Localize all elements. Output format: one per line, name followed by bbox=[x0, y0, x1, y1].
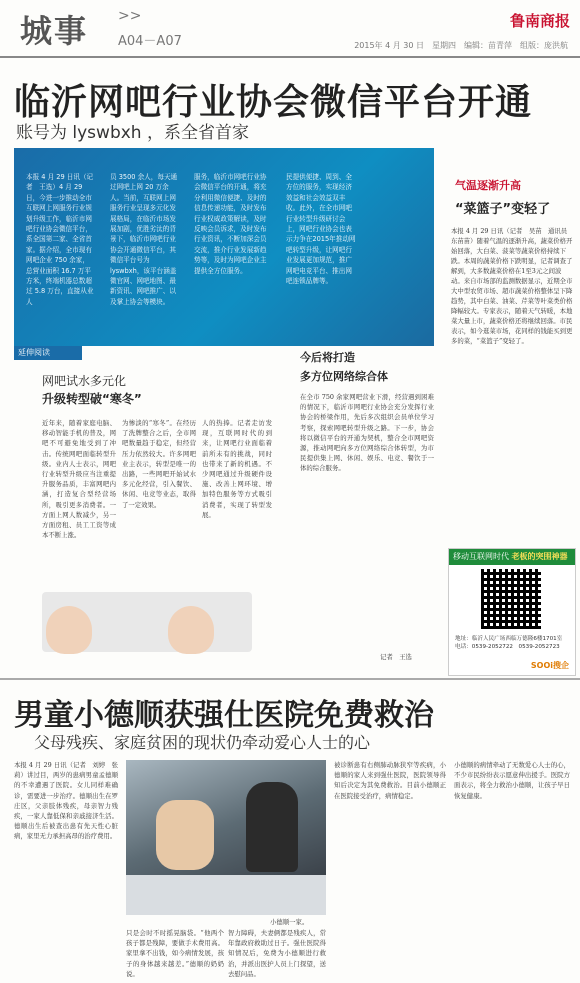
section-divider bbox=[0, 678, 580, 680]
hospital-bed bbox=[126, 875, 326, 915]
story1-col3: 服务，临沂市网吧行业协会微信平台的开通，将充分利用微信便捷、及时的信息传递功能，及时发布行业权威政策解读，及时反映会员诉求，及时发布行业资讯，不断加深会员交流，推介行业发展新趋势等，及时为网吧企业主提供全方位服务。 bbox=[194, 173, 267, 275]
sooi-logo: SOOi搜企 bbox=[530, 661, 569, 670]
qr-ad-bar bbox=[449, 549, 575, 565]
qr-code-icon bbox=[481, 569, 541, 629]
subhead-1: 账号为 lyswbxh ，系全省首家 bbox=[16, 123, 249, 143]
story2-right-title-line1: 今后将打造 bbox=[300, 351, 355, 364]
story1-col4: 民提供便捷、周到、全方位的服务，实现经济效益和社会效益双丰收。此外，在全市网吧行业转型升级研讨会上，网吧行业协会也表示力争在2015年推动网吧转型升级，让网吧行业发展更加规范，推广网吧电竞平台、推出网吧连锁品牌等。 bbox=[286, 173, 356, 286]
story2-col3: 人的热捧。记者走访发现，互联网时代的到来，让网吧行业面临着前所未有的挑战，同时也带来了新的机遇。不少网吧通过升级硬件设施、改善上网环境、增加特色服务等方式吸引消费者，实现了转型发展。 bbox=[202, 419, 272, 519]
child-figure bbox=[156, 800, 214, 870]
story2-col4: 在全市 750 余家网吧营业下滑，经营遇到困难的情况下，临沂市网吧行业协会充分发挥行业协会的桥梁作用，先后多次组织会员单位学习考察，探索网吧转型升级之路。下一步，协会将以微信平台的开通为契机，整合全市网吧资源，推动网吧向多方位网络综合体转型，为市民提供集上网、休闲、娱乐、电竞、餐饮于一体的综合服务。 bbox=[300, 393, 434, 473]
left-hand-icon bbox=[46, 606, 92, 654]
brand-logo: 鲁南商报 bbox=[509, 12, 570, 30]
headline-1: 临沂网吧行业协会微信平台开通 bbox=[14, 82, 533, 123]
section-title: 城事 bbox=[20, 12, 89, 50]
photo-caption: 小德顺一家。 bbox=[270, 918, 309, 926]
story2-right-title-line2: 多方位网络综合体 bbox=[300, 370, 388, 383]
story2-right-title bbox=[300, 348, 388, 386]
story3-col4: 被诊断患有右侧肺动脉狭窄等疾病，小德顺的家人来到强仕医院，医院领导得知后决定为其免费救治。目前小德顺正在医院接受治疗，病情稳定。 bbox=[334, 761, 446, 800]
story2-title-line2: 升级转型破“寒冬” bbox=[42, 392, 142, 406]
side-title: 气温逐渐升高 bbox=[455, 179, 521, 192]
story3-col1: 本报 4 月 29 日讯（记者 刘婷 张莉）讲过目，两岁的患病男童孟德顺的不幸遭遇了医院。女儿同样难确诊，需要进一步治疗。德顺出生在罗庄区，父亲肢体残疾，母亲智力残疾，一家人靠低保和亲戚接济生活。德顺出生后被查出患有先天性心脏病，家里无力承担高昂的治疗费用。 bbox=[14, 761, 118, 841]
story3-col3: 智力障碍，夫妻俩都是残疾人，常年靠政府救助过日子。强仕医院得知情况后，免费为小德顺进行救治，并派出医护人员上门探望，送去慰问品。 bbox=[228, 929, 326, 978]
man-figure bbox=[246, 782, 298, 872]
story2-title bbox=[42, 372, 142, 408]
qr-ad-address: 地址：临沂人民广场西临万德隆6楼1701室 电话：0539-2052722 0539-2052723 bbox=[455, 636, 568, 650]
date-editor-line: 2015年 4 月 30 日 星期四 编辑：苗青萍 组版：庞洪航 bbox=[354, 41, 568, 50]
story1-col2: 员 3500 余人，每天通过网吧上网 20 万余人。当前，互联网上网服务行业呈现多元化发展格局，在临沂市场发展加剧，优胜劣汰的背景下，临沂市网吧行业协会开通微信平台，其微信平台号为 lyswbxh，该平台涵盖微官网、网吧地图、最新资讯、网吧推广、以及掌上协会等模块。 bbox=[110, 173, 178, 306]
story2-byline: 记者 王选 bbox=[380, 653, 412, 661]
family-photo bbox=[126, 760, 326, 915]
story1-col1: 本报 4 月 29 日讯（记者 王选）4 月 29 日，今进一步推动全市互联网上网服务行业规划升级工作，临沂市网吧行业协会微信平台，系全国第二家、全省首家。据介绍，全市现有网吧企业 750 余家，总营业面积 16.7 万平方米，终端机器总数超过 5.8 万台，直接从业人 bbox=[26, 173, 94, 306]
side-body: 本报 4 月 29 日讯（记者 吴苗 通讯员 东苗苗）随着气温的逐渐升高，蔬菜价格开始回落，大白菜、菠菜等蔬菜价格持续下跌。本周的蔬菜价格下跌明显，记者调查了解到，大多数蔬菜价格在1至3元之间波动。来自市场部的监测数据显示，近期全市大中型农贸市场、超市蔬菜价格整体呈下降趋势，其中白菜、油菜、芹菜等叶菜类价格降幅较大。专家表示，随着天气转暖，本地菜大量上市，蔬菜价格还将继续回落。市民表示，如今逛菜市场，花同样的钱能买到更多的菜，“菜篮子”变轻了。 bbox=[451, 227, 574, 345]
subhead-2: 父母残疾、家庭贫困的现状仍牵动爱心人士的心 bbox=[34, 733, 371, 752]
story2-col1: 近年来，随着家庭电脑、移动智能手机的普及，网吧不可避免地受到了冲击。传统网吧面临转型升级。业内人士表示，网吧行业转型升级应当注重提升服务品质，丰富网吧内涵，打造复合型经营场所，吸引更多消费者。一方面上网人数减少，另一方面房租、员工工资等成本不断上涨。 bbox=[42, 419, 116, 540]
page-range: A04－A07 bbox=[118, 34, 182, 49]
qr-ad-highlight: 老板的突围神器 bbox=[511, 552, 568, 561]
headline-2: 男童小德顺获强仕医院免费救治 bbox=[14, 698, 434, 733]
page-header bbox=[0, 0, 580, 58]
story2-title-line1: 网吧试水多元化 bbox=[42, 374, 127, 388]
wechat-infographic bbox=[14, 148, 434, 346]
story2-col2: 为惨淡的“寒冬”。在经历了洗牌整合之后，全市网吧数量趋于稳定，但经营压力依然较大。许多网吧业主表示，转型是唯一的出路，一些网吧开始试水多元化经营，引入餐饮、休闲、电竞等业态，取得了一定效果。 bbox=[122, 419, 196, 509]
story3-col2: 只是会时不时摇晃脑袋。“他两个孩子都是残障，要做手术费用高。家里拿不出钱，如今病情发展，孩子的身体越来越差。”德顺的奶奶说。 bbox=[126, 929, 224, 978]
side-title2: “菜篮子”变轻了 bbox=[455, 202, 551, 217]
right-hand-icon bbox=[168, 606, 214, 654]
story3-col5: 小德顺的病情牵动了无数爱心人士的心，不少市民纷纷表示愿意伸出援手。医院方面表示，将全力救治小德顺，让孩子早日恢复健康。 bbox=[454, 761, 570, 800]
qr-ad bbox=[448, 548, 576, 676]
qr-ad-label: 移动互联网时代 bbox=[453, 552, 509, 561]
kicker: 延伸阅读 bbox=[14, 346, 82, 360]
section-arrows: >> bbox=[118, 8, 142, 24]
